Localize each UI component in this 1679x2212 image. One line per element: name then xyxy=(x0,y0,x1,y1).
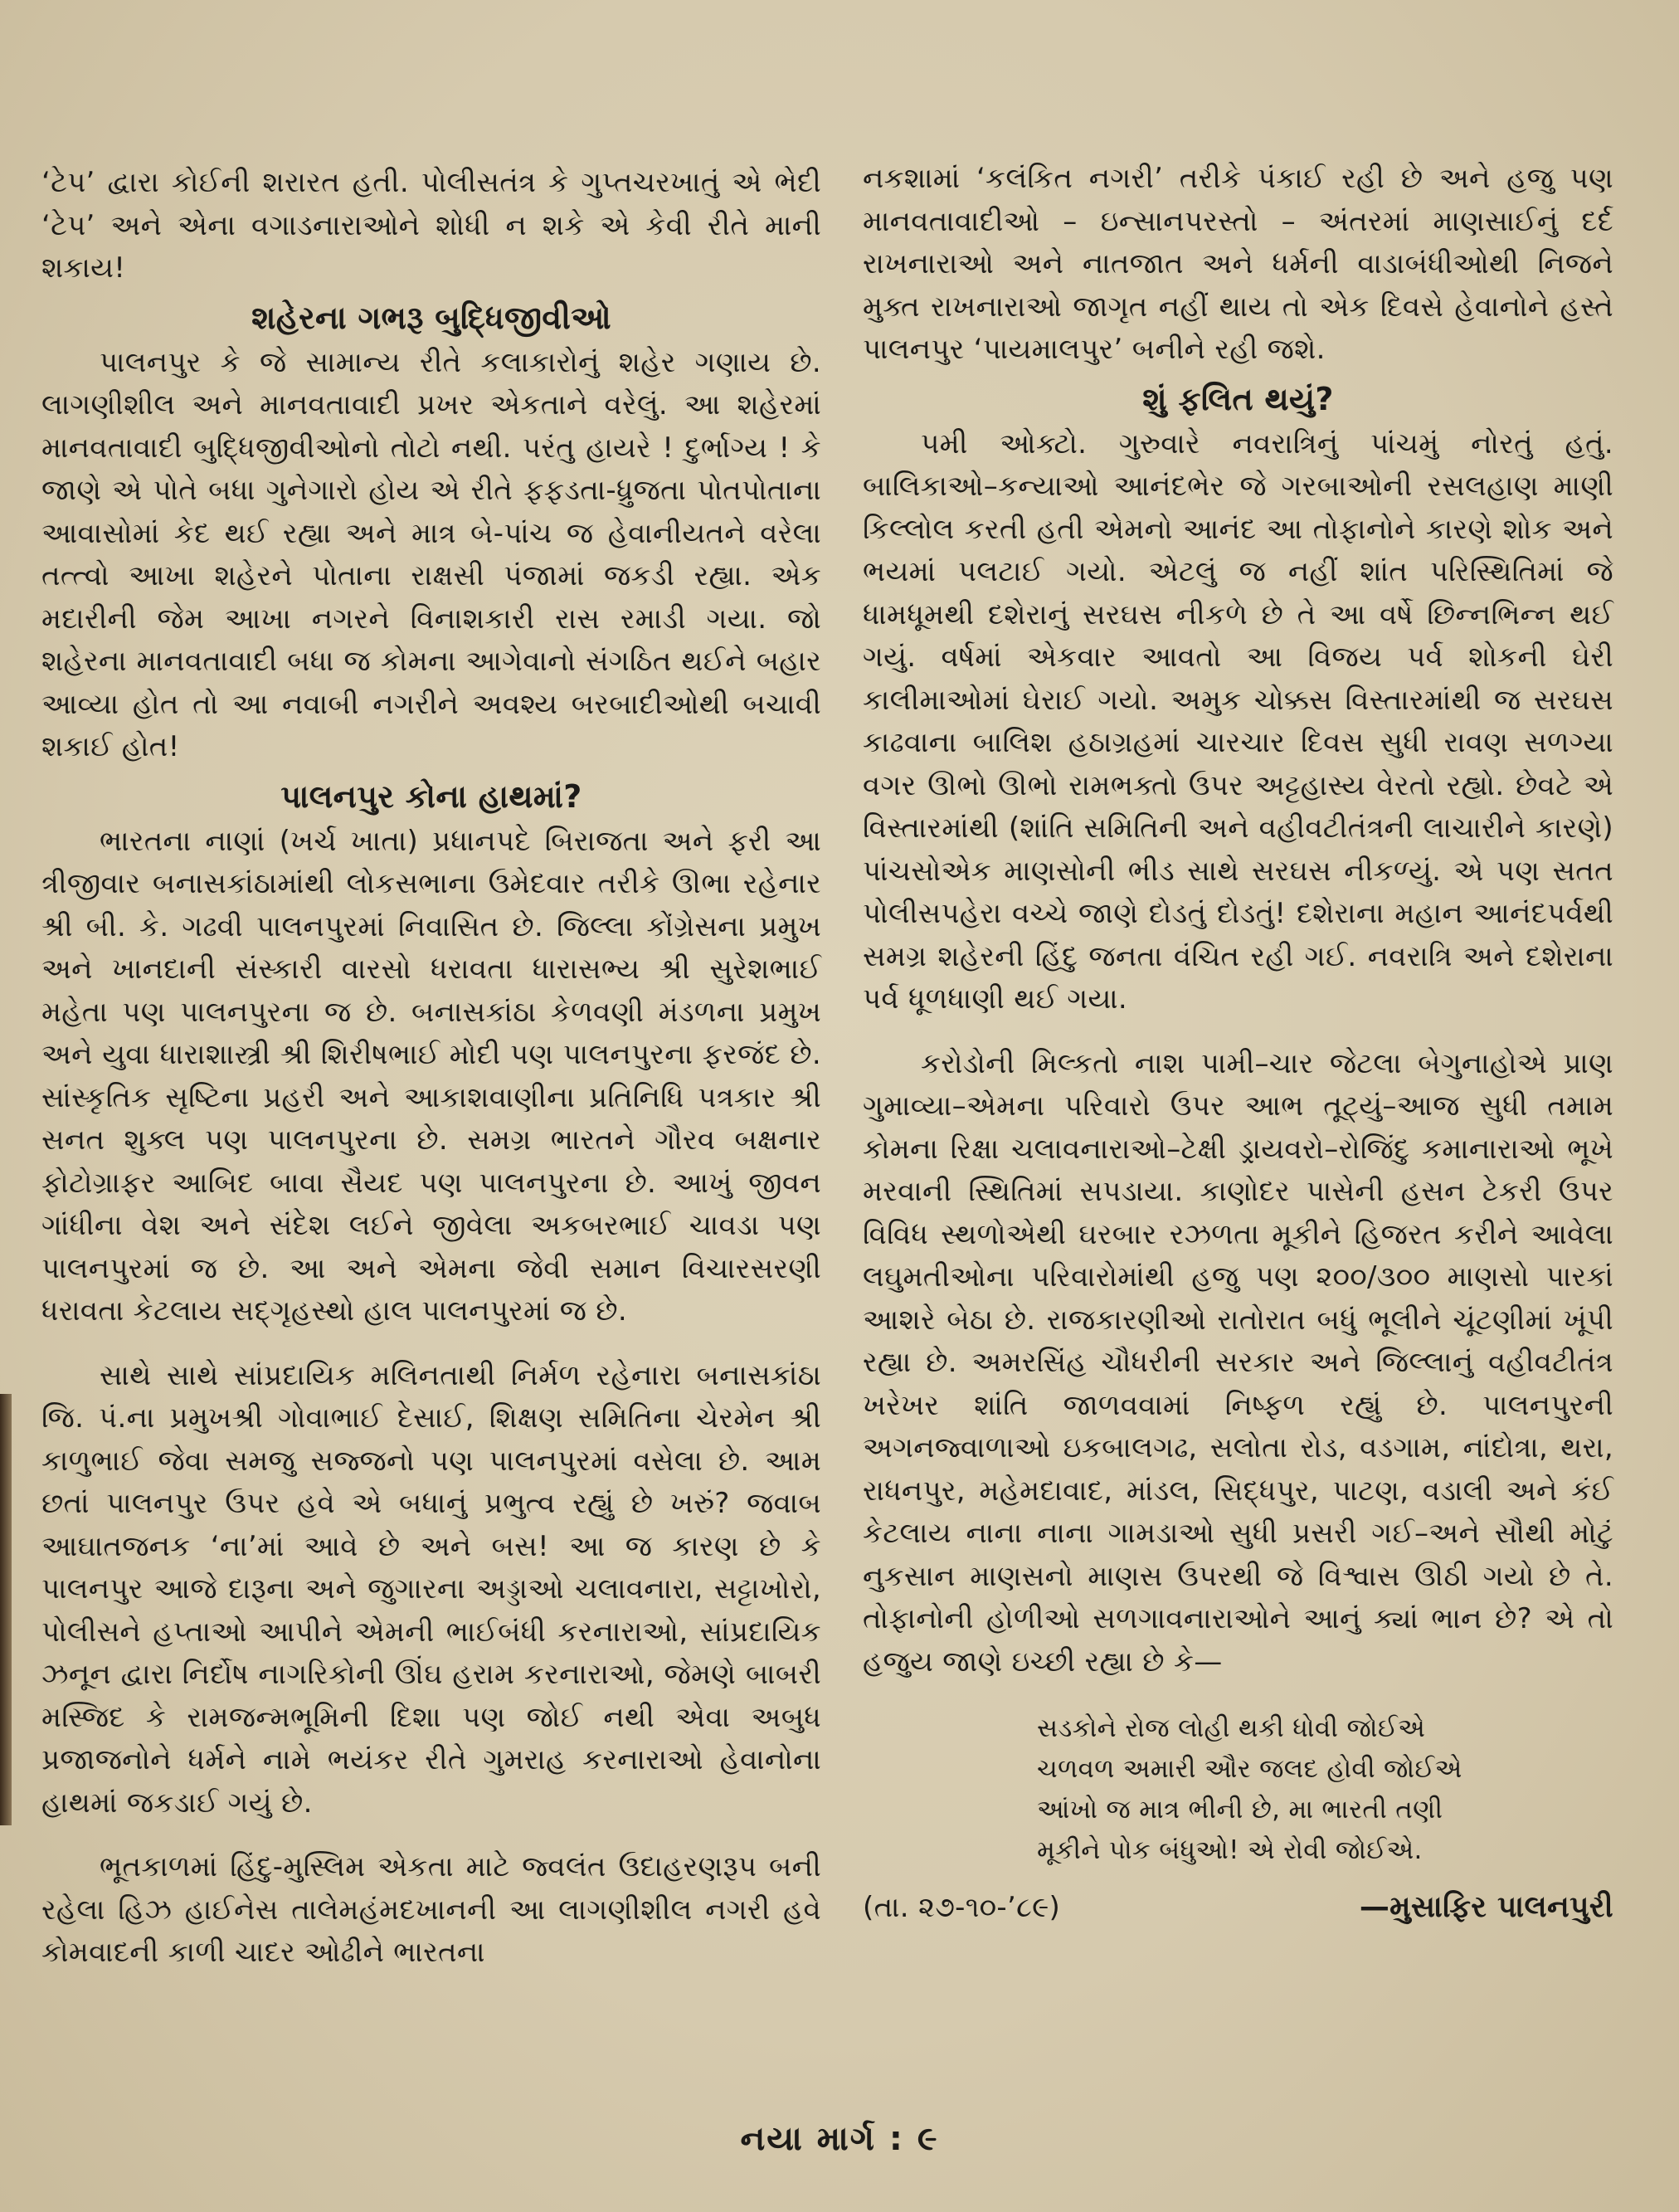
author-signature: —મુસાફિર પાલનપુરી xyxy=(1359,1890,1613,1924)
poem-block xyxy=(1037,1708,1613,1871)
left-paragraph-5: ભૂતકાળમાં હિંદુ-મુસ્લિમ એકતા માટે જ્વલંત ઉદાહરણરૂપ બની રહેલા હિઝ હાઈનેસ તાલેમહંમદખાનની આ લાગણીશીલ નગરી હવે કોમવાદની કાળી ચાદર ઓઢીને ભારતના xyxy=(41,1850,821,1969)
right-column xyxy=(863,158,1613,1930)
left-paragraph-3: ભારતના નાણાં (ખર્ચ ખાતા) પ્રધાનપદે બિરાજતા અને ફરી આ ત્રીજીવાર બનાસકાંઠામાંથી લોકસભાના ઉમેદવાર તરીકે ઊભા રહેનાર શ્રી બી. કે. ગઢવી પાલનપુરમાં નિવાસિત છે. જિલ્લા કોંગ્રેસના પ્રમુખ અને ખાનદાની સંસ્કારી વારસો ધરાવતા ધારાસભ્ય શ્રી સુરેશભાઈ મહેતા પણ પાલનપુરના જ છે. બનાસકાંઠા કેળવણી મંડળના પ્રમુખ અને યુવા ધારાશાસ્ત્રી શ્રી શિરીષભાઈ મોદી પણ પાલનપુરના ફરજંદ છે. સાંસ્કૃતિક સૃષ્ટિના પ્રહરી અને આકાશવાણીના પ્રતિનિધિ પત્રકાર શ્રી સનત શુક્લ પણ પાલનપુરના છે. સમગ્ર ભારતને ગૌરવ બક્ષનાર ફોટોગ્રાફર આબિદ બાવા સૈયદ પણ પાલનપુરના છે. આખું જીવન ગાંધીના વેશ અને સંદેશ લઈને જીવેલા અકબરભાઈ ચાવડા પણ પાલનપુરમાં જ છે. આ અને એમના જેવી સમાન વિચારસરણી ધરાવતા કેટલાય સદ્‌ગૃહસ્થો હાલ પાલનપુરમાં જ છે. xyxy=(41,824,821,1328)
poem-line-2: ચળવળ અમારી ઔર જલદ હોવી જોઈએ xyxy=(1037,1754,1462,1784)
article-date: (તા. ૨૭-૧૦-’૮૯) xyxy=(863,1891,1061,1924)
poem-line-1: સડકોને રોજ લોહી થકી ધોવી જોઈએ xyxy=(1037,1713,1426,1743)
signature-row xyxy=(863,1886,1613,1930)
right-paragraph-2: ૫મી ઓક્ટો. ગુરુવારે નવરાત્રિનું પાંચમું નોરતું હતું. બાલિકાઓ–કન્યાઓ આનંદભેર જે ગરબાઓની રસલહાણ માણી કિલ્લોલ કરતી હતી એમનો આનંદ આ તોફાનોને કારણે શોક અને ભયમાં પલટાઈ ગયો. એટલું જ નહીં શાંત પરિસ્થિતિમાં જે ધામધૂમથી દશેરાનું સરઘસ નીકળે છે તે આ વર્ષે છિન્નભિન્ન થઈ ગયું. વર્ષમાં એકવાર આવતો આ વિજય પર્વ શોકની ઘેરી કાલીમાઓમાં ઘેરાઈ ગયો. અમુક ચોક્કસ વિસ્તારમાંથી જ સરઘસ કાઢવાના બાલિશ હઠાગ્રહમાં ચારચાર દિવસ સુધી રાવણ સળગ્યા વગર ઊભો ઊભો રામભક્તો ઉપર અટ્ટહાસ્ય વેરતો રહ્યો. છેવટે એ વિસ્તારમાંથી (શાંતિ સમિતિની અને વહીવટીતંત્રની લાચારીને કારણે) પાંચસોએક માણસોની ભીડ સાથે સરઘસ નીકળ્યું. એ પણ સતત પોલીસપહેરા વચ્ચે જાણે દોડતું દોડતું! દશેરાના મહાન આનંદપર્વથી સમગ્ર શહેરની હિંદુ જનતા વંચિત રહી ગઈ. નવરાત્રિ અને દશેરાના પર્વ ધૂળધાણી થઈ ગયા. xyxy=(863,426,1613,1016)
left-paragraph-1: ‘ટેપ’ દ્વારા કોઈની શરારત હતી. પોલીસતંત્ર કે ગુપ્તચરખાતું એ ભેદી ‘ટેપ’ અને એના વગાડનારાઓને શોધી ન શકે એ કેવી રીતે માની શકાય! xyxy=(41,166,821,285)
page-footer: નયા માર્ગ : ૯ xyxy=(740,2120,939,2158)
section-heading-outcome: શું ફલિત થયું? xyxy=(1142,380,1334,417)
left-paragraph-4: સાથે સાથે સાંપ્રદાયિક મલિનતાથી નિર્મળ રહેનારા બનાસકાંઠા જિ. પં.ના પ્રમુખશ્રી ગોવાભાઈ દેસાઈ, શિક્ષણ સમિતિના ચેરમેન શ્રી કાળુભાઈ જેવા સમજુ સજ્જનો પણ પાલનપુરમાં વસેલા છે. આમ છતાં પાલનપુર ઉપર હવે એ બધાનું પ્રભુત્વ રહ્યું છે ખરું? જવાબ આઘાતજનક ‘ના’માં આવે છે અને બસ! આ જ કારણ છે કે પાલનપુર આજે દારૂના અને જુગારના અડ્ડાઓ ચલાવનારા, સટ્ટાખોરો, પોલીસને હપ્તાઓ આપીને એમની ભાઈબંધી કરનારાઓ, સાંપ્રદાયિક ઝનૂન દ્વારા નિર્દોષ નાગરિકોની ઊંઘ હરામ કરનારાઓ, જેમણે બાબરી મસ્જિદ કે રામજન્મભૂમિની દિશા પણ જોઈ નથી એવા અબુધ પ્રજાજનોને ધર્મને નામે ભયંકર રીતે ગુમરાહ કરનારાઓ હેવાનોના હાથમાં જકડાઈ ગયું છે. xyxy=(41,1358,821,1820)
left-column xyxy=(41,162,821,1975)
section-heading-intellectuals: શહેરના ગભરૂ બુદ્ધિજીવીઓ xyxy=(251,299,611,336)
right-paragraph-3: કરોડોની મિલ્કતો નાશ પામી–ચાર જેટલા બેગુનાહોએ પ્રાણ ગુમાવ્યા–એમના પરિવારો ઉપર આભ તૂટ્યું–આજ સુધી તમામ કોમના રિક્ષા ચલાવનારાઓ–ટેક્ષી ડ્રાયવરો–રોજિંદુ કમાનારાઓ ભૂખે મરવાની સ્થિતિમાં સપડાયા. કાણોદર પાસેની હસન ટેકરી ઉપર વિવિધ સ્થળોએથી ઘરબાર રઝળતા મૂકીને હિજરત કરીને આવેલા લઘુમતીઓના પરિવારોમાંથી હજુ પણ ૨૦૦/૩૦૦ માણસો પારકાં આશરે બેઠા છે. રાજકારણીઓ રાતોરાત બધું ભૂલીને ચૂંટણીમાં ખૂંપી રહ્યા છે. અમરસિંહ ચૌધરીની સરકાર અને જિલ્લાનું વહીવટીતંત્ર ખરેખર શાંતિ જાળવવામાં નિષ્ફળ રહ્યું છે. પાલનપુરની અગનજ્વાળાઓ ઇકબાલગઢ, સલોતા રોડ, વડગામ, નાંદોત્રા, થરા, રાધનપુર, મહેમદાવાદ, માંડલ, સિદ્ધપુર, પાટણ, વડાલી અને કંઈ કેટલાય નાના નાના ગામડાઓ સુધી પ્રસરી ગઈ–અને સૌથી મોટું નુકસાન માણસનો માણસ ઉપરથી જે વિશ્વાસ ઊઠી ગયો છે તે. તોફાનોની હોળીઓ સળગાવનારાઓને આનું ક્યાં ભાન છે? એ તો હજુય જાણે ઇચ્છી રહ્યા છે કે— xyxy=(863,1046,1613,1678)
poem-line-3: આંખો જ માત્ર ભીની છે, મા ભારતી તણી xyxy=(1037,1795,1443,1825)
left-paragraph-2: પાલનપુર કે જે સામાન્ય રીતે કલાકારોનું શહેર ગણાય છે. લાગણીશીલ અને માનવતાવાદી પ્રખર એકતાને વરેલું. આ શહેરમાં માનવતાવાદી બુદ્ધિજીવીઓનો તોટો નથી. પરંતુ હાયરે ! દુર્ભાગ્ય ! કે જાણે એ પોતે બધા ગુનેગારો હોય એ રીતે ફફડતા-ધ્રુજતા પોતપોતાના આવાસોમાં કેદ થઈ રહ્યા અને માત્ર બે-પાંચ જ હેવાનીયતને વરેલા તત્ત્વો આખા શહેરને પોતાના રાક્ષસી પંજામાં જકડી રહ્યા. એક મદારીની જેમ આખા નગરને વિનાશકારી રાસ રમાડી ગયા. જો શહેરના માનવતાવાદી બધા જ કોમના આગેવાનો સંગઠિત થઈને બહાર આવ્યા હોત તો આ નવાબી નગરીને અવશ્ય બરબાદીઓથી બચાવી શકાઈ હોત! xyxy=(41,345,821,763)
poem-line-4: મૂકીને પોક બંધુઓ! એ રોવી જોઈએ. xyxy=(1037,1835,1423,1865)
right-paragraph-1: નકશામાં ‘કલંકિત નગરી’ તરીકે પંકાઈ રહી છે અને હજુ પણ માનવતાવાદીઓ – ઇન્સાનપરસ્તો – અંતરમાં માણસાઈનું દર્દ રાખનારાઓ અને નાતજાત અને ધર્મની વાડાબંધીઓથી નિજને મુક્ત રાખનારાઓ જાગૃત નહીં થાય તો એક દિવસે હેવાનોને હસ્તે પાલનપુર ‘પાયમાલપુર’ બનીને રહી જશે. xyxy=(863,162,1613,366)
page-torn-edge xyxy=(0,1394,12,1825)
section-heading-whose-hands: પાલનપુર કોના હાથમાં? xyxy=(280,777,582,815)
